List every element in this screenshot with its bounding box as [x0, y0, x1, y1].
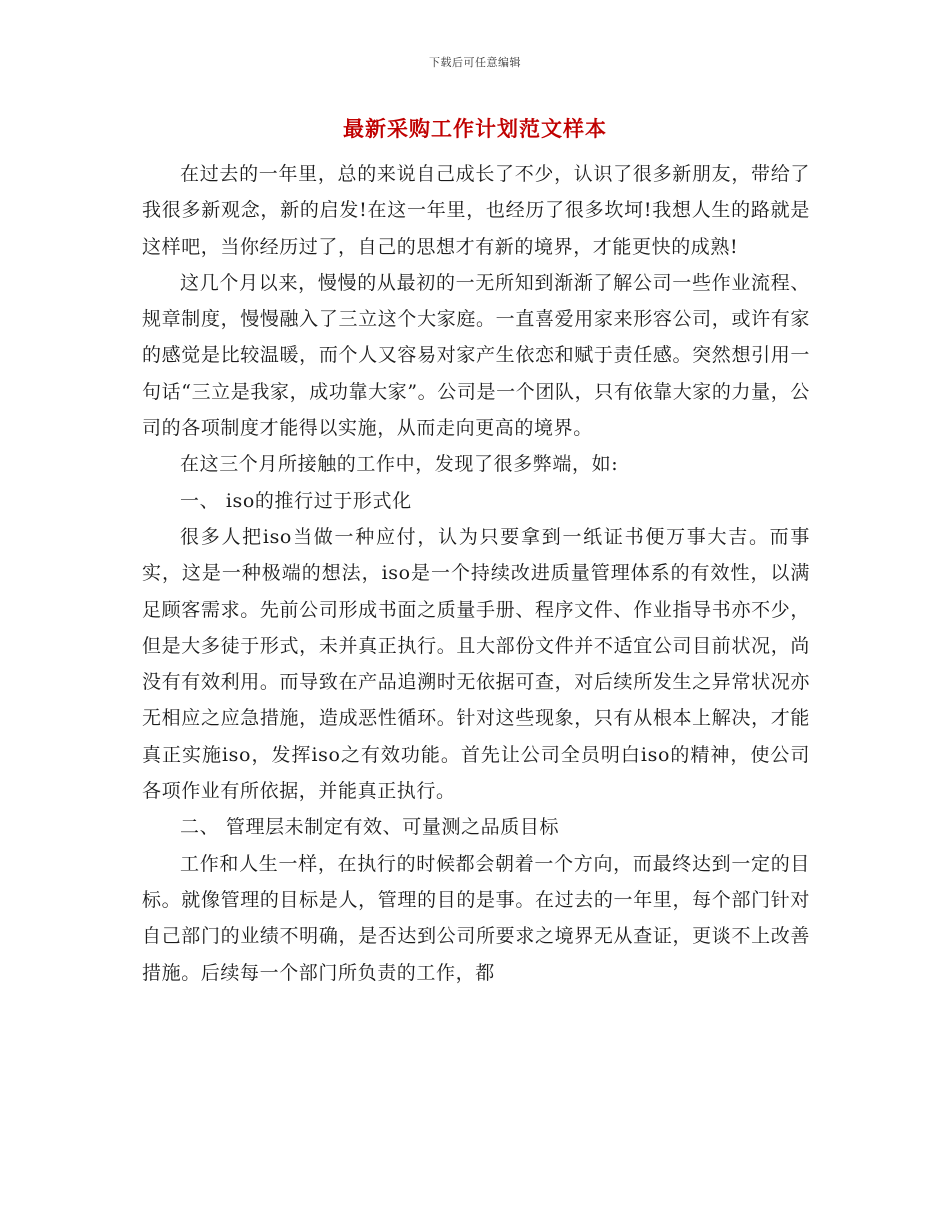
header-note: 下载后可任意编辑: [429, 56, 521, 69]
section-heading: 二、 管理层未制定有效、可量测之品质目标: [180, 816, 560, 839]
document-body: [142, 156, 810, 991]
paragraph: 很多人把iso当做一种应付，认为只要拿到一纸证书便万事大吉。而事实，这是一种极端的想法，iso是一个持续改进质量管理体系的有效性，以满足顾客需求。先前公司形成书面之质量手册、程序文件、作业指导书亦不少，但是大多徒于形式，未并真正执行。且大部份文件并不适宜公司目前状况，尚没有有效利用。而导致在产品追溯时无依据可查，对后续所发生之异常状况亦无相应之应急措施，造成恶性循环。针对这些现象，只有从根本上解决，才能真正实施iso，发挥iso之有效功能。首先让公司全员明白iso的精神，使公司各项作业有所依据，并能真正执行。: [142, 525, 810, 803]
paragraph: 工作和人生一样，在执行的时候都会朝着一个方向，而最终达到一定的目标。就像管理的目标是人，管理的目的是事。在过去的一年里，每个部门针对自己部门的业绩不明确，是否达到公司所要求之境界无从查证，更谈不上改善措施。后续每一个部门所负责的工作，都: [142, 852, 810, 984]
paragraph: 在这三个月所接触的工作中，发现了很多弊端，如:: [180, 453, 619, 476]
paragraph: 在过去的一年里，总的来说自己成长了不少，认识了很多新朋友，带给了我很多新观念，新的启发!在这一年里，也经历了很多坎坷!我想人生的路就是这样吧，当你经历过了，自己的思想才有新的境界，才能更快的成熟!: [142, 163, 810, 258]
section-heading: 一、 iso的推行过于形式化: [180, 489, 412, 512]
document-title: 最新采购工作计划范文样本: [343, 116, 607, 141]
paragraph: 这几个月以来，慢慢的从最初的一无所知到渐渐了解公司一些作业流程、规章制度，慢慢融入了三立这个大家庭。一直喜爱用家来形容公司，或许有家的感觉是比较温暖，而个人又容易对家产生依恋和赋于责任感。突然想引用一句话“三立是我家，成功靠大家”。公司是一个团队，只有依靠大家的力量，公司的各项制度才能得以实施，从而走向更高的境界。: [142, 271, 810, 440]
